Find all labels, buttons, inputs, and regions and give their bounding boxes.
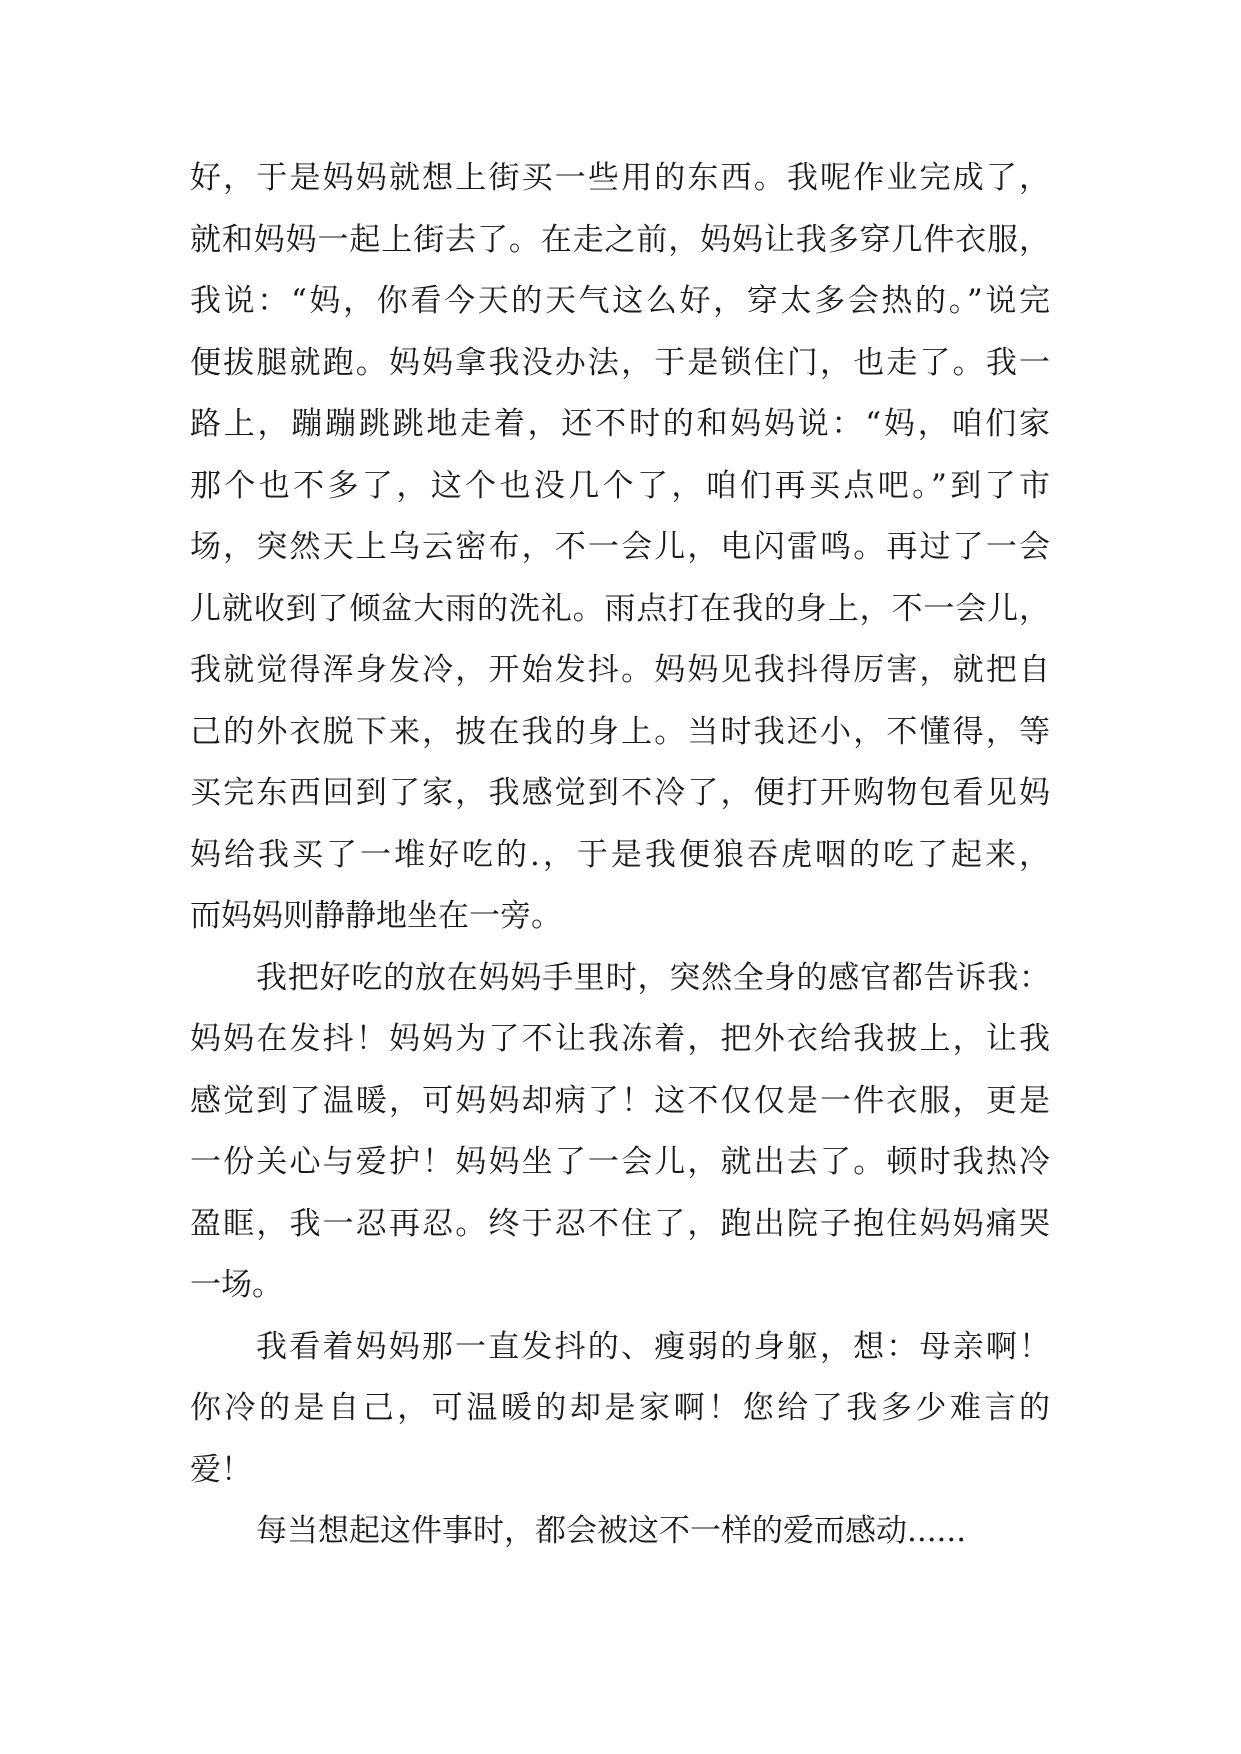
text-line: 妈给我买了一堆好吃的.，于是我便狼吞虎咽的吃了起来，: [190, 836, 1050, 873]
essay-body: [190, 148, 1050, 1563]
text-line: 我就觉得浑身发冷，开始发抖。妈妈见我抖得厉害，就把自: [190, 652, 1050, 688]
text-line: 我说：“妈，你看今天的天气这么好，穿太多会热的。”说完: [190, 283, 1050, 319]
text-line: 你冷的是自己，可温暖的却是家啊！您给了我多少难言的: [190, 1390, 1050, 1426]
text-line: 爱！: [190, 1451, 252, 1488]
text-line: 盈眶，我一忍再忍。终于忍不住了，跑出院子抱住妈妈痛哭: [190, 1205, 1050, 1242]
paragraph-first-line: 我看着妈妈那一直发抖的、瘦弱的身躯，想：母亲啊！: [256, 1328, 1050, 1365]
text-line: 儿就收到了倾盆大雨的洗礼。雨点打在我的身上，不一会儿，: [190, 590, 1050, 627]
text-line: 就和妈妈一起上街去了。在走之前，妈妈让我多穿几件衣服，: [190, 221, 1050, 258]
text-line: 感觉到了温暖，可妈妈却病了！这不仅仅是一件衣服，更是: [190, 1082, 1050, 1119]
text-line: 己的外衣脱下来，披在我的身上。当时我还小，不懂得，等: [190, 713, 1050, 750]
text-line: 妈妈在发抖！妈妈为了不让我冻着，把外衣给我披上，让我: [190, 1021, 1050, 1057]
text-line: 路上，蹦蹦跳跳地走着，还不时的和妈妈说：“妈，咱们家: [190, 406, 1050, 442]
text-line: 那个也不多了，这个也没几个了，咱们再买点吧。”到了市: [190, 467, 1050, 504]
text-line: 一场。: [190, 1267, 283, 1303]
paragraph-first-line: 我把好吃的放在妈妈手里时，突然全身的感官都告诉我：: [256, 959, 1050, 996]
text-line: 而妈妈则静静地坐在一旁。: [190, 898, 562, 934]
text-line: 好，于是妈妈就想上街买一些用的东西。我呢作业完成了，: [190, 160, 1050, 196]
paragraph-first-line: 每当想起这件事时，都会被这不一样的爱而感动......: [256, 1513, 967, 1549]
text-line: 便拔腿就跑。妈妈拿我没办法，于是锁住门，也走了。我一: [190, 344, 1050, 381]
text-line: 一份关心与爱护！妈妈坐了一会儿，就出去了。顿时我热冷: [190, 1144, 1050, 1180]
text-line: 场，突然天上乌云密布，不一会儿，电闪雷鸣。再过了一会: [190, 529, 1050, 565]
text-line: 买完东西回到了家，我感觉到不冷了，便打开购物包看见妈: [190, 775, 1050, 811]
